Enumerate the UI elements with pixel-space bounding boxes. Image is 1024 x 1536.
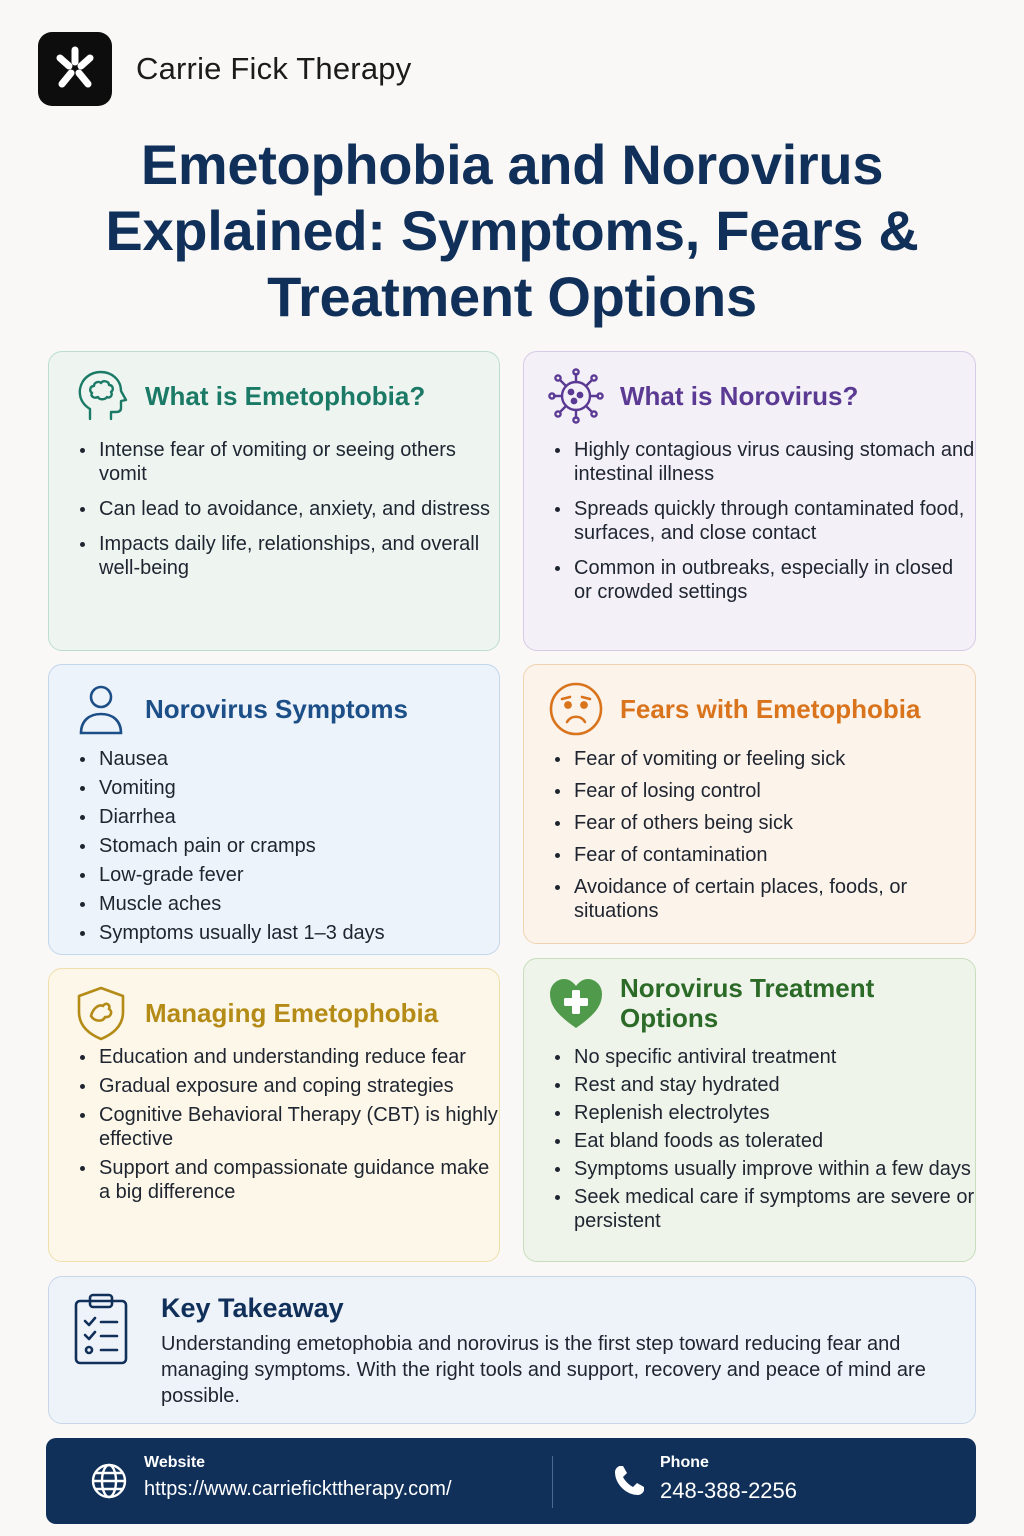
list-item: Fear of contamination — [554, 843, 975, 867]
list-item: Fear of losing control — [554, 779, 975, 803]
brand-name: Carrie Fick Therapy — [136, 51, 412, 86]
list-item: Support and compassionate guidance make a big difference — [79, 1156, 499, 1204]
list-item: Intense fear of vomiting or seeing others vomit — [79, 438, 499, 486]
phone-label: Phone — [660, 1454, 709, 1471]
list-item: Symptoms usually last 1–3 days — [79, 921, 385, 945]
list-item: Fear of vomiting or feeling sick — [554, 747, 975, 771]
list-item: Can lead to avoidance, anxiety, and distress — [79, 497, 499, 521]
card-norovirus-treatment — [523, 958, 976, 1262]
person-icon — [71, 679, 131, 739]
list-item: Replenish electrolytes — [554, 1101, 975, 1125]
phone-icon — [612, 1464, 646, 1503]
list-item: Cognitive Behavioral Therapy (CBT) is highly effective — [79, 1103, 499, 1151]
list-item: Impacts daily life, relationships, and overall well-being — [79, 532, 499, 580]
card-title: Norovirus Treatment Options — [620, 973, 875, 1033]
card-norovirus-symptoms — [48, 664, 500, 955]
contact-footer — [46, 1438, 976, 1524]
list-item: Education and understanding reduce fear — [79, 1045, 499, 1069]
list-item: No specific antiviral treatment — [554, 1045, 975, 1069]
bullet-list — [554, 747, 975, 931]
list-item: Seek medical care if symptoms are severe or persistent — [554, 1185, 975, 1233]
worried-face-icon — [546, 679, 606, 739]
list-item: Low-grade fever — [79, 863, 385, 887]
card-what-is-norovirus — [523, 351, 976, 651]
list-item: Fear of others being sick — [554, 811, 975, 835]
card-title: Norovirus Symptoms — [145, 694, 408, 724]
list-item: Vomiting — [79, 776, 385, 800]
list-item: Common in outbreaks, especially in closed or crowded settings — [554, 556, 975, 604]
takeaway-text: Understanding emetophobia and norovirus is the first step toward reducing fear and managing symptoms. With the right tools and support, recovery and peace of mind are possible. — [161, 1333, 926, 1407]
card-fears-with-emetophobia — [523, 664, 976, 944]
footer-divider — [552, 1456, 553, 1508]
list-item: Stomach pain or cramps — [79, 834, 385, 858]
card-key-takeaway — [48, 1276, 976, 1424]
virus-icon — [546, 366, 606, 426]
card-what-is-emetophobia — [48, 351, 500, 651]
list-item: Avoidance of certain places, foods, or situations — [554, 875, 975, 923]
list-item: Nausea — [79, 747, 385, 771]
bullet-list — [554, 1045, 975, 1237]
page-title: Emetophobia and Norovirus Explained: Symptoms, Fears & Treatment Options — [105, 133, 919, 328]
list-item: Eat bland foods as tolerated — [554, 1129, 975, 1153]
list-item: Diarrhea — [79, 805, 385, 829]
card-title: Fears with Emetophobia — [620, 694, 921, 724]
card-title: What is Emetophobia? — [145, 381, 426, 411]
phone-number[interactable]: 248-388-2256 — [660, 1478, 798, 1503]
website-label: Website — [144, 1454, 206, 1471]
clipboard-checklist-icon — [71, 1291, 131, 1372]
shield-icon — [71, 983, 131, 1043]
list-item: Muscle aches — [79, 892, 385, 916]
bullet-list — [554, 438, 975, 615]
brand-header — [38, 32, 411, 106]
list-item: Highly contagious virus causing stomach and intestinal illness — [554, 438, 975, 486]
website-link[interactable]: https://www.carriefickttherapy.com/ — [144, 1478, 452, 1500]
list-item: Spreads quickly through contaminated food, surfaces, and close contact — [554, 497, 975, 545]
list-item: Rest and stay hydrated — [554, 1073, 975, 1097]
card-managing-emetophobia — [48, 968, 500, 1262]
card-title: What is Norovirus? — [620, 381, 859, 411]
asterisk-logo-icon — [38, 32, 112, 106]
bullet-list — [79, 438, 499, 591]
bullet-list — [79, 747, 385, 950]
head-brain-icon — [71, 366, 131, 426]
bullet-list — [79, 1045, 499, 1209]
heart-plus-icon — [546, 973, 606, 1033]
globe-icon — [90, 1462, 128, 1505]
list-item: Symptoms usually improve within a few days — [554, 1157, 975, 1181]
list-item: Gradual exposure and coping strategies — [79, 1074, 499, 1098]
card-title: Managing Emetophobia — [145, 998, 439, 1028]
takeaway-title: Key Takeaway — [161, 1293, 344, 1323]
